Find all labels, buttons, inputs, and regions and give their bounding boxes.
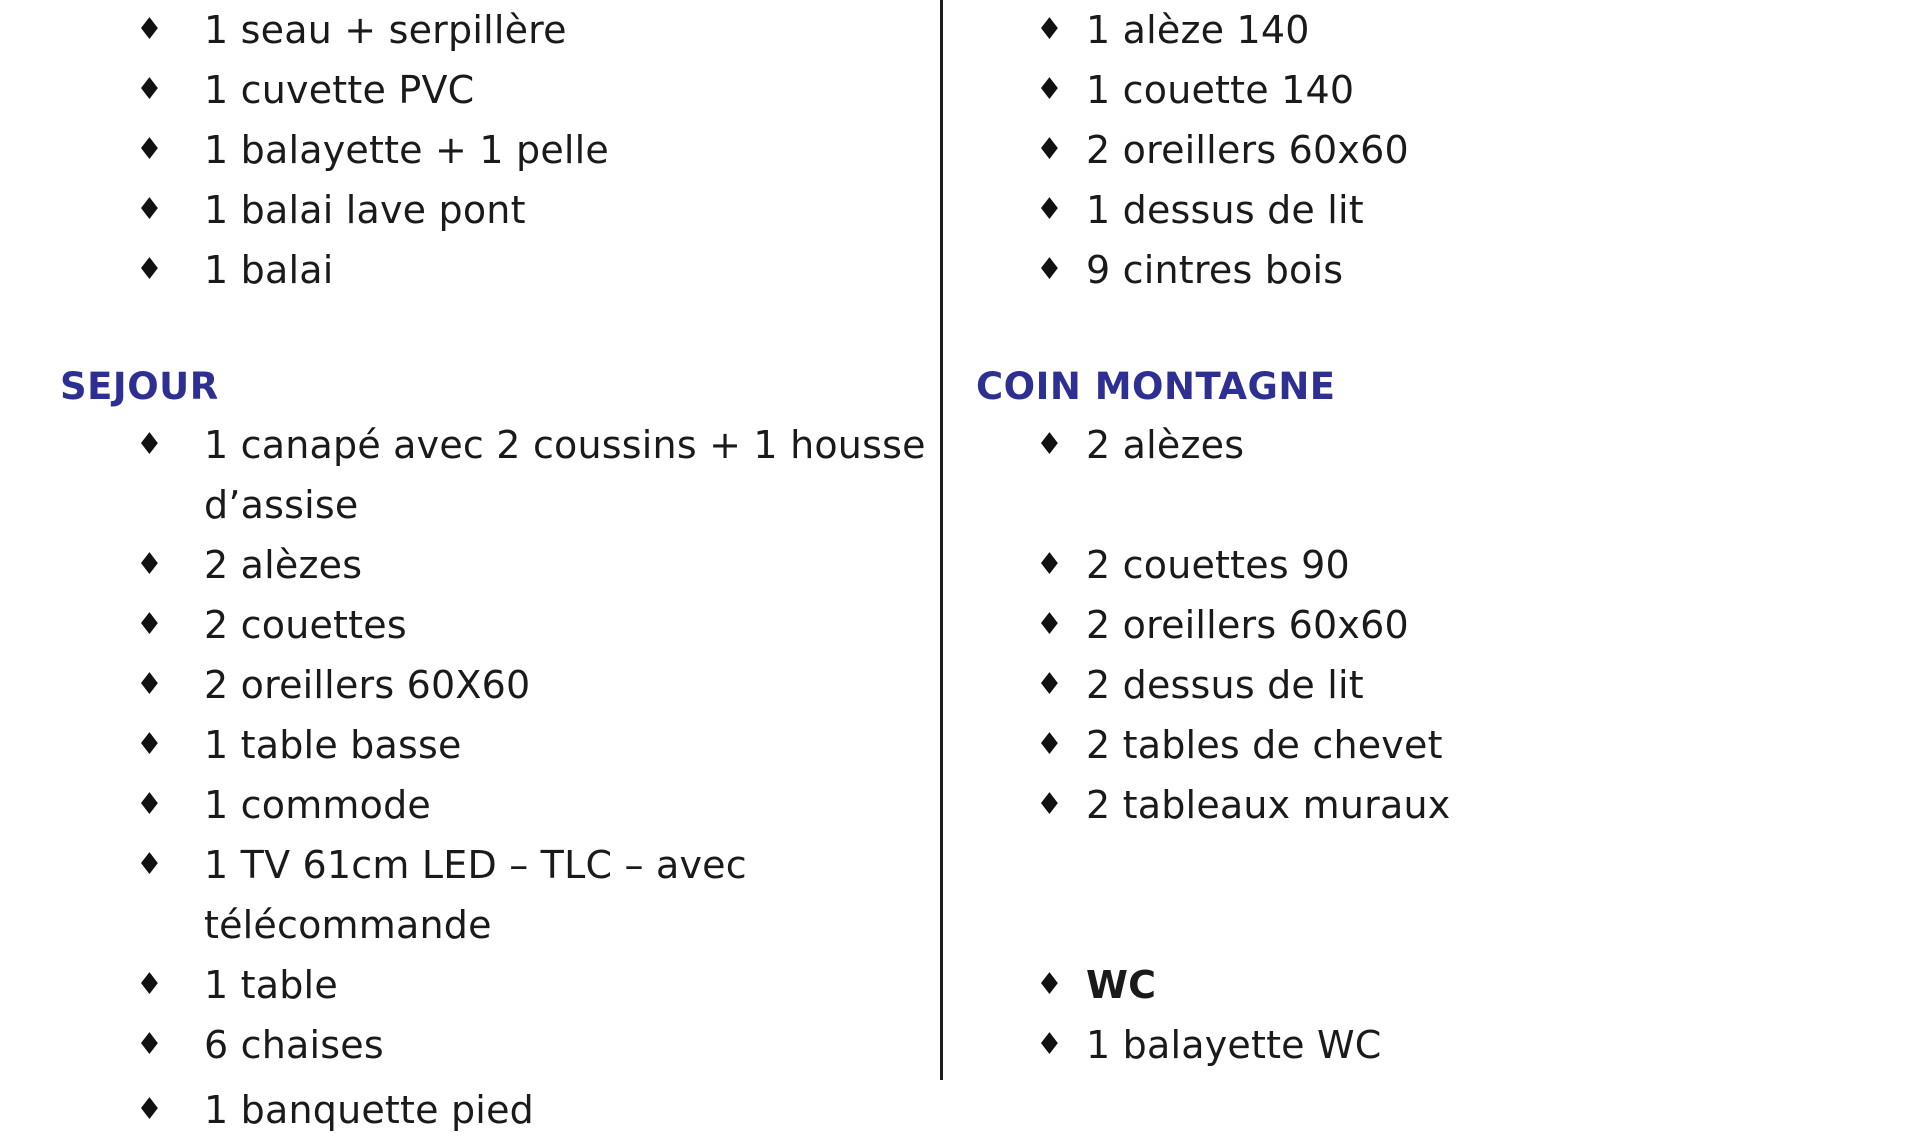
list-item: 1 balai [204,248,334,292]
list-item: 1 table [204,963,338,1007]
section-title-wc: WC [1086,963,1157,1007]
list-item-continuation: télécommande [204,903,492,947]
bullet-icon: ♦ [136,547,163,582]
list-item: 1 balayette + 1 pelle [204,128,609,172]
list-item: 2 alèzes [204,543,363,587]
section-title-coin-montagne: COIN MONTAGNE [976,365,1336,408]
bullet-icon: ♦ [136,427,163,462]
bullet-icon: ♦ [1036,1027,1063,1062]
list-item: 2 oreillers 60x60 [1086,128,1409,172]
bullet-icon: ♦ [136,787,163,822]
list-item: 2 tableaux muraux [1086,783,1451,827]
list-item: 2 oreillers 60X60 [204,663,531,707]
list-item: 1 balayette WC [1086,1023,1382,1067]
bullet-icon: ♦ [1036,667,1063,702]
bullet-icon: ♦ [136,847,163,882]
list-item: 1 commode [204,783,431,827]
list-item: 1 balai lave pont [204,188,526,232]
list-item: 6 chaises [204,1023,384,1067]
bullet-icon: ♦ [136,12,163,47]
bullet-icon: ♦ [1036,132,1063,167]
bullet-icon: ♦ [1036,547,1063,582]
list-item: 2 alèzes [1086,423,1245,467]
cut-off-row [130,1072,630,1132]
bullet-icon: ♦ [1036,12,1063,47]
bullet-icon: ♦ [136,667,163,702]
list-item: 2 tables de chevet [1086,723,1443,767]
list-item: 2 oreillers 60x60 [1086,603,1409,647]
list-item: 2 couettes 90 [1086,543,1350,587]
bullet-icon: ♦ [136,252,163,287]
list-item-continuation: d’assise [204,483,359,527]
bullet-icon: ♦ [1036,787,1063,822]
list-item: 9 cintres bois [1086,248,1344,292]
list-item: 1 couette 140 [1086,68,1355,112]
list-item: 1 table basse [204,723,462,767]
list-item: 1 cuvette PVC [204,68,475,112]
bullet-icon: ♦ [136,192,163,227]
list-item: 2 couettes [204,603,407,647]
bullet-icon: ♦ [136,72,163,107]
bullet-icon: ♦ [136,1027,163,1062]
bullet-icon: ♦ [1036,967,1063,1002]
list-item: 1 canapé avec 2 coussins + 1 housse [204,423,926,467]
list-item: 1 banquette pied [204,1088,534,1132]
list-item: 1 TV 61cm LED – TLC – avec [204,843,747,887]
list-item: 1 dessus de lit [1086,188,1364,232]
bullet-icon: ♦ [136,727,163,762]
bullet-icon: ♦ [1036,427,1063,462]
bullet-icon: ♦ [1036,252,1063,287]
bullet-icon: ♦ [136,967,163,1002]
column-divider [940,0,943,1080]
list-item: 1 alèze 140 [1086,8,1310,52]
bullet-icon: ♦ [136,132,163,167]
bullet-icon: ♦ [1036,607,1063,642]
bullet-icon: ♦ [136,607,163,642]
section-title-sejour: SEJOUR [60,365,219,408]
bullet-icon: ♦ [1036,72,1063,107]
bullet-icon: ♦ [1036,192,1063,227]
bullet-icon: ♦ [136,1092,163,1127]
bullet-icon: ♦ [1036,727,1063,762]
list-item: 1 seau + serpillère [204,8,567,52]
list-item: 2 dessus de lit [1086,663,1364,707]
